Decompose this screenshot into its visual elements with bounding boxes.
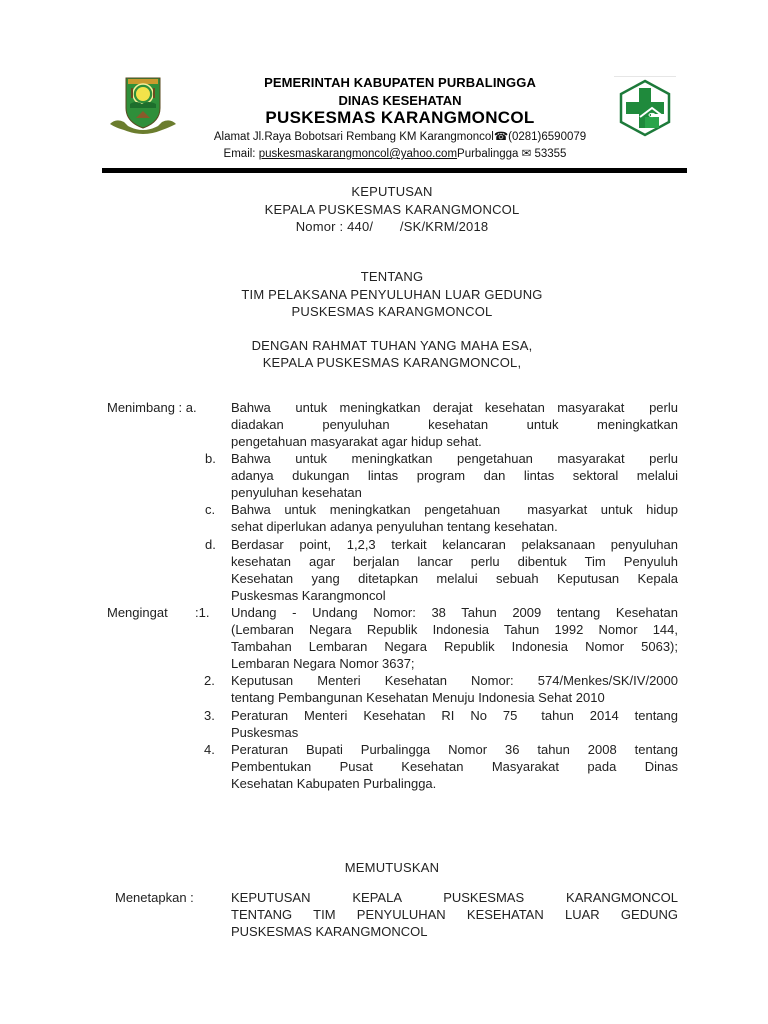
- menetapkan-line-1: KEPUTUSAN KEPALA PUSKESMAS KARANGMONCOL: [231, 890, 678, 905]
- menimbang-c-marker: c.: [205, 502, 216, 517]
- mengingat-1-line-4: Lembaran Negara Nomor 3637;: [231, 656, 415, 671]
- menimbang-label: Menimbang : a.: [107, 400, 197, 415]
- phone-number: (0281)6590079: [508, 131, 587, 143]
- menetapkan-line-3: PUSKESMAS KARANGMONCOL: [231, 924, 428, 939]
- decree-issuer: KEPALA PUSKESMAS KARANGMONCOL: [264, 202, 520, 217]
- mengingat-4-line-2: Pembentukan Pusat Kesehatan Masyarakat pada Dinas: [231, 759, 678, 774]
- mail-icon: ✉: [521, 148, 532, 160]
- mengingat-1-line-2: (Lembaran Negara Republik Indonesia Tahun 1992 Nomor 144,: [231, 622, 678, 637]
- email-link[interactable]: puskesmaskarangmoncol@yahoo.com: [258, 148, 458, 160]
- mengingat-1-line-3: Tambahan Lembaran Negara Republik Indonesia Nomor 5063);: [231, 639, 678, 654]
- letterhead-institution: PUSKESMAS KARANGMONCOL: [265, 108, 535, 127]
- menimbang-d-line-3: Kesehatan yang ditetapkan melalui sebuah Keputusan Kepala: [231, 571, 678, 586]
- menimbang-a-line-1: Bahwa untuk meningkatkan derajat kesehatan masyarakat perlu: [231, 400, 678, 415]
- preamble-line-1: DENGAN RAHMAT TUHAN YANG MAHA ESA,: [251, 338, 533, 353]
- letterhead-government: PEMERINTAH KABUPATEN PURBALINGGA: [264, 75, 536, 90]
- letterhead-email-line: [160, 146, 630, 160]
- menimbang-d-marker: d.: [205, 537, 216, 552]
- mengingat-3-marker: 3.: [204, 708, 215, 723]
- mengingat-4-marker: 4.: [204, 742, 215, 757]
- mengingat-4-line-1: Peraturan Bupati Purbalingga Nomor 36 tahun 2008 tentang: [231, 742, 678, 757]
- menimbang-b-line-1: Bahwa untuk meningkatkan pengetahuan masyarakat perlu: [231, 451, 678, 466]
- puskesmas-logo-icon: [612, 75, 678, 141]
- mengingat-4-line-3: Kesehatan Kabupaten Purbalingga.: [231, 776, 437, 791]
- subject-line-1: TIM PELAKSANA PENYULUHAN LUAR GEDUNG: [241, 287, 543, 302]
- subject-heading: TENTANG: [360, 269, 424, 284]
- menetapkan-line-2: TENTANG TIM PENYULUHAN KESEHATAN LUAR GEDUNG: [231, 907, 678, 922]
- menimbang-a-line-2: diadakan penyuluhan kesehatan untuk meningkatkan: [231, 417, 678, 432]
- mengingat-2-line-1: Keputusan Menteri Kesehatan Nomor: 574/Menkes/SK/IV/2000: [231, 673, 678, 688]
- memutuskan-heading: MEMUTUSKAN: [344, 860, 440, 875]
- mengingat-3-line-1: Peraturan Menteri Kesehatan RI No 75 tahun 2014 tentang: [231, 708, 678, 723]
- menimbang-b-line-3: penyuluhan kesehatan: [231, 485, 362, 500]
- menimbang-b-marker: b.: [205, 451, 216, 466]
- menetapkan-label: Menetapkan :: [115, 890, 194, 905]
- mengingat-2-marker: 2.: [204, 673, 215, 688]
- phone-icon: ☎: [493, 131, 509, 143]
- menimbang-d-line-4: Puskesmas Karangmoncol: [231, 588, 386, 603]
- letterhead-address-line: [160, 129, 640, 143]
- letterhead-agency: DINAS KESEHATAN: [338, 93, 462, 108]
- address-text: Alamat Jl.Raya Bobotsari Rembang KM Karangmoncol: [213, 131, 494, 143]
- preamble-line-2: KEPALA PUSKESMAS KARANGMONCOL,: [262, 355, 522, 370]
- menimbang-c-line-2: sehat diperlukan adanya penyuluhan tentang kesehatan.: [231, 519, 558, 534]
- city-text: Purbalingga: [457, 148, 522, 160]
- menimbang-a-line-3: pengetahuan masyarakat agar hidup sehat.: [231, 434, 482, 449]
- decree-number: Nomor : 440/ /SK/KRM/2018: [295, 219, 489, 234]
- mengingat-label: Mengingat: [107, 605, 168, 620]
- menimbang-c-line-1: Bahwa untuk meningkatkan pengetahuan masyarkat untuk hidup: [231, 502, 678, 517]
- menimbang-d-line-2: kesehatan agar berjalan lancar perlu dibentuk Tim Penyuluh: [231, 554, 678, 569]
- decree-title: KEPUTUSAN: [351, 184, 433, 199]
- mengingat-3-line-2: Puskesmas: [231, 725, 299, 740]
- mengingat-1-line-1: Undang - Undang Nomor: 38 Tahun 2009 tentang Kesehatan: [231, 605, 678, 620]
- letterhead-divider: [102, 168, 687, 173]
- menimbang-b-line-2: adanya dukungan lintas program dan lintas sektoral melalui: [231, 468, 678, 483]
- menimbang-d-line-1: Berdasar point, 1,2,3 terkait kelancaran pelaksanaan penyuluhan: [231, 537, 678, 552]
- subject-line-2: PUSKESMAS KARANGMONCOL: [291, 304, 493, 319]
- email-label: Email:: [223, 148, 259, 160]
- mengingat-1-marker: :1.: [195, 605, 210, 620]
- mengingat-2-line-2: tentang Pembangunan Kesehatan Menuju Indonesia Sehat 2010: [231, 690, 605, 705]
- postal-code: 53355: [531, 148, 567, 160]
